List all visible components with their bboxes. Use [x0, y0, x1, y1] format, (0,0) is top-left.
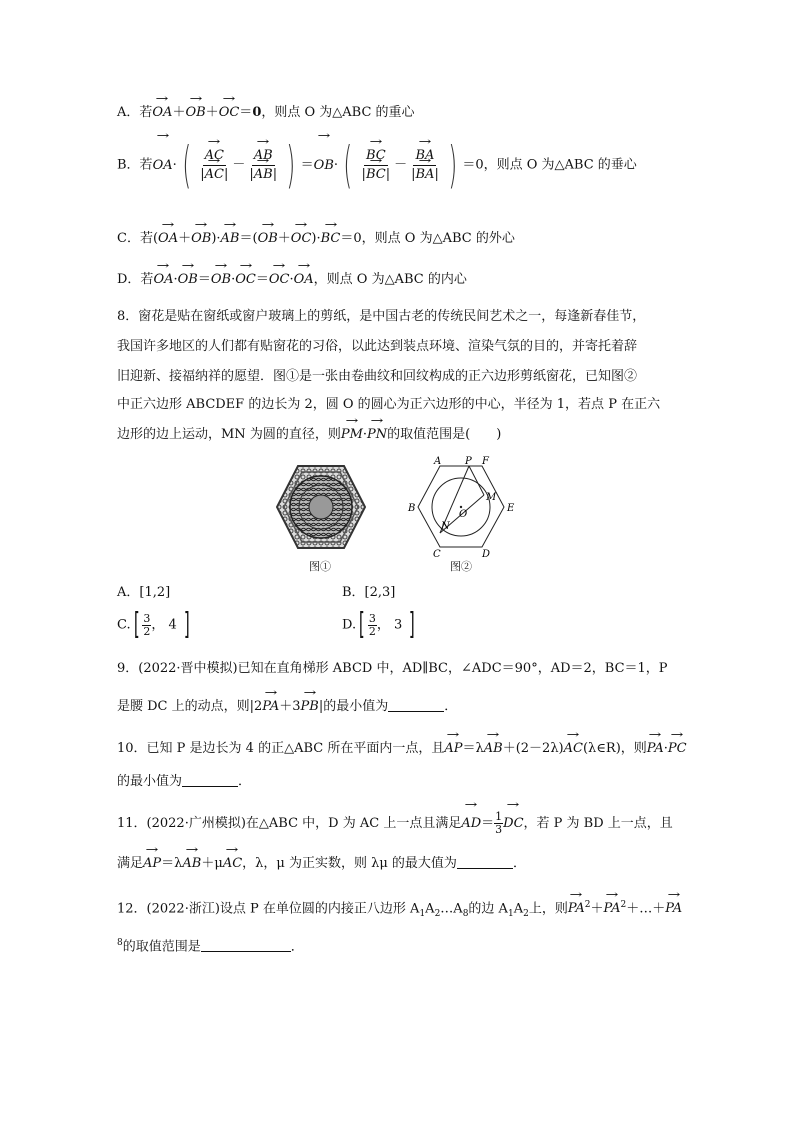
figure-2-caption: 图②	[450, 560, 472, 573]
q8-line-2: 我国许多地区的人们都有贴窗花的习俗，以此达到装点环境、渲染气氛的目的，并寄托着辞	[117, 339, 638, 354]
label-d: D	[482, 549, 491, 558]
q10-line-2: 的最小值为 ．	[117, 774, 252, 789]
q8-option-a: A．[1,2]	[117, 585, 171, 600]
q10-line-1: 10．已知 P 是边长为 4 的正△ABC 所在平面内一点，且→ AP＝λ→ AB＋(2－2λ)→ AC(λ∈R)，则→ PA·→ PC	[117, 740, 687, 758]
q11-answer-blank[interactable]	[457, 854, 513, 869]
figure-1-caption: 图①	[309, 560, 331, 573]
figure-1-window-flower	[276, 462, 366, 552]
q12-line-1: 12．(2022·浙江)设点 P 在单位圆的内接正八边形 $A_1A_2\dots A_8$的边 $A_1A_2$上，则→ $PA^2+\to$ $PA^2+\dots+\to$ PA	[117, 896, 682, 923]
q12-answer-blank[interactable]	[201, 937, 291, 952]
q11-line-1: 11．(2022·广州模拟)在△ABC 中，D 为 AC 上一点且满足→ AD＝ $\frac{1}{3}$ → DC，若 P 为 BD 上一点，且	[117, 810, 673, 838]
q9-answer-blank[interactable]	[388, 697, 444, 712]
label-f: F	[482, 456, 489, 467]
figure-2-hexagon-circle	[400, 454, 525, 558]
q11-line-2: 满足→ AP＝λ→ AB＋μ→ AC，λ，μ 为正实数，则 λμ 的最大值为 ．	[117, 854, 526, 873]
label-n: N	[441, 521, 450, 532]
label-m: M	[486, 492, 497, 503]
q9-line-1: 9．(2022·晋中模拟)已知在直角梯形 ABCD 中，AD∥BC，∠ADC＝90°，AD＝2，BC＝1，P	[117, 661, 668, 676]
q8-option-d: D.[ $\frac{3}{2}$ ， 3 ]	[342, 607, 416, 642]
q8-line-5: 边形的边上运动，MN 为圆的直径，则→ PM·→ PN的取值范围是( )	[117, 426, 501, 444]
q8-line-4: 中正六边形 ABCDEF 的边长为 2，圆 O 的圆心为正六边形的中心，半径为 1，若点 P 在正六	[117, 397, 661, 412]
label-p: P	[465, 456, 472, 467]
q10-answer-blank[interactable]	[182, 772, 238, 787]
label-b: B	[408, 503, 416, 514]
q8-line-1: 8．窗花是贴在窗纸或窗户玻璃上的剪纸，是中国古老的传统民间艺术之一，每逢新春佳节，	[117, 309, 646, 324]
label-o: O	[459, 509, 468, 520]
q7-option-a: A．若→ OA＋→ OB＋→ OC＝0，则点 O 为△ABC 的重心	[117, 104, 415, 122]
q7-option-c: C．若(→ OA＋→ OB)·→ AB＝(→ OB＋→ OC)·→ BC＝0，则点 O 为△ABC 的外心	[117, 230, 515, 248]
q7-option-b: B．若→ OA· ( → $\frac{AC}{|\to AC|}$ － → $\frac{AB}{|\to AB|}$ ) ＝→ OB· ( → $\frac{BC}{|\to BC|}$ － → $\frac{BA}{|\to BA|}$ ) ＝0，则点 O 为△ABC 的垂心	[117, 140, 637, 191]
label-e: E	[507, 503, 515, 514]
q7-option-d: D．若→ OA·→ OB＝→ OB·→ OC＝→ OC·→ OA，则点 O 为△ABC 的内心	[117, 271, 467, 289]
label-a: A	[434, 456, 442, 467]
q8-line-3: 旧迎新、接福纳祥的愿望．图①是一张由卷曲纹和回纹构成的正六边形剪纸窗花，已知图②	[117, 369, 638, 384]
q12-line-2: $^8$的取值范围是 ．	[117, 938, 304, 955]
q8-option-b: B．[2,3]	[342, 585, 396, 600]
q9-line-2: 是腰 DC 上的动点，则|2→ PA＋3→ PB|的最小值为 ．	[117, 697, 457, 716]
q8-option-c: C.[ $\frac{3}{2}$ ， 4 ]	[117, 607, 190, 642]
label-c: C	[433, 549, 441, 558]
